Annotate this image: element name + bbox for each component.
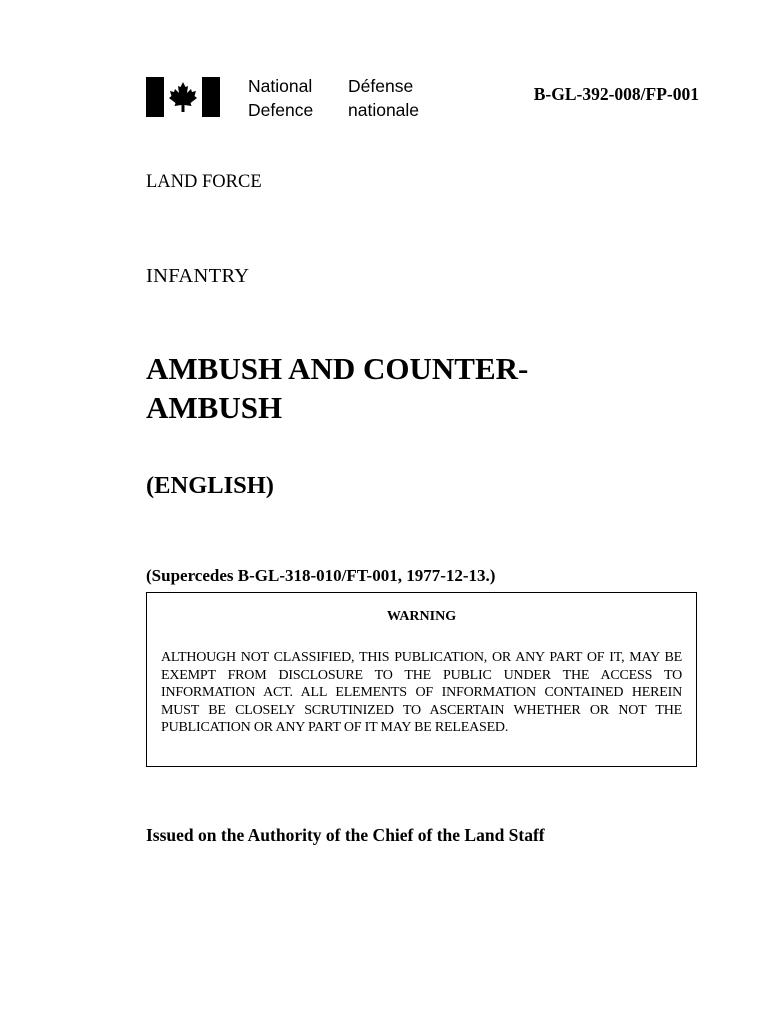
document-header (146, 72, 699, 122)
org-name-french (348, 74, 419, 122)
language-label: (ENGLISH) (146, 472, 274, 499)
document-number: B-GL-392-008/FP-001 (533, 84, 699, 104)
warning-text: ALTHOUGH NOT CLASSIFIED, THIS PUBLICATION, OR ANY PART OF IT, MAY BE EXEMPT FROM DISCLOSURE TO THE PUBLIC UNDER THE ACCESS TO INFORMATION ACT. ALL ELEMENTS OF INFORMATION CONTAINED HEREIN MUST BE CLOSELY SCRUTINIZED TO ASCERTAIN WHETHER OR NOT THE PUBLICATION OR ANY PART OF IT MAY BE RELEASED. (161, 650, 682, 735)
title-line-1: AMBUSH AND COUNTER- (146, 351, 529, 386)
warning-title: WARNING (386, 609, 457, 624)
warning-box (146, 592, 697, 767)
canada-flag-icon (146, 77, 220, 117)
org-english-line-2: Defence (248, 100, 314, 120)
org-french-line-1: Défense (348, 76, 414, 96)
supersedes-note: (Supercedes B-GL-318-010/FT-001, 1977-12-13.) (146, 566, 496, 585)
land-force-label: LAND FORCE (146, 172, 262, 192)
branch-label: INFANTRY (146, 265, 250, 287)
org-english-line-1: National (248, 76, 313, 96)
issued-authority: Issued on the Authority of the Chief of the Land Staff (146, 825, 545, 845)
document-title (146, 349, 616, 427)
org-french-line-2: nationale (348, 100, 420, 120)
title-line-2: AMBUSH (146, 390, 283, 425)
org-name-english (248, 74, 313, 122)
